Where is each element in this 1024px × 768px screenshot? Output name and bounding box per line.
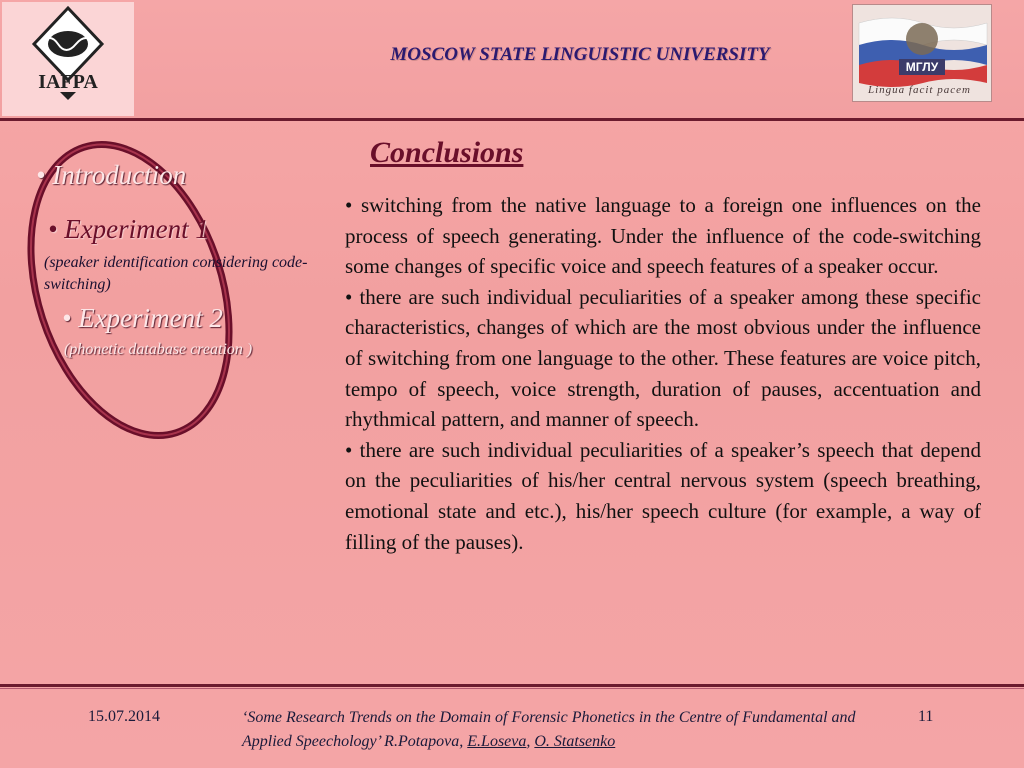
iafpa-logo-graphic (2, 2, 134, 116)
slide-citation (242, 706, 872, 754)
mglu-logo-text: МГЛУ (905, 60, 939, 74)
slide-date: 15.07.2014 (88, 708, 160, 725)
iafpa-logo-text: IAFPA (38, 71, 98, 93)
author-link-loseva[interactable]: E.Loseva (467, 733, 527, 750)
slide-title: Conclusions (370, 136, 524, 169)
iafpa-logo (2, 2, 134, 116)
author-link-statsenko[interactable]: O. Statsenko (534, 733, 616, 750)
nav-experiment-2[interactable]: • Experiment 2 (62, 303, 223, 333)
university-name: MOSCOW STATE LINGUISTIC UNIVERSITY (390, 44, 770, 65)
university-motto: Lingua facit pacem (868, 84, 971, 96)
nav-experiment-1[interactable]: • Experiment 1 (48, 214, 209, 244)
footer-divider-secondary (0, 688, 1024, 689)
footer-divider (0, 684, 1024, 687)
nav-experiment-2-subtitle: (phonetic database creation ) (64, 341, 253, 358)
citation-separator: , (526, 733, 535, 750)
header-divider (0, 118, 1024, 121)
nav-experiment-1-subtitle: (speaker identification considering code-switching) (44, 254, 308, 293)
conclusion-bullet-1: • switching from the native language to a foreign one influences on the process of speech generating. Under the influence of the code-switching some changes of specific voice and speech features of a speaker occur. (345, 193, 981, 279)
conclusions-body (345, 190, 981, 557)
page-number: 11 (918, 708, 934, 725)
conclusion-bullet-2: • there are such individual peculiarities of a speaker among these specific characteristics, changes of which are the most obvious under the influence of switching from one language to the other. These features are voice pitch, tempo of speech, voice strength, duration of pauses, accentuation and rhythmical pattern, and manner of speech. (345, 284, 981, 432)
conclusion-bullet-3: • there are such individual peculiarities of a speaker’s speech that depend on the peculiarities of his/her central nervous system (speech breathing, emotional state and etc.), his/her speech culture (for example, a way of filling of the pauses). (345, 437, 981, 554)
citation-text: ‘Some Research Trends on the Domain of Forensic Phonetics in the Centre of Fundamental and Applied Speechology’ R.Potapova, (242, 709, 856, 750)
nav-introduction[interactable]: • Introduction (36, 160, 187, 190)
